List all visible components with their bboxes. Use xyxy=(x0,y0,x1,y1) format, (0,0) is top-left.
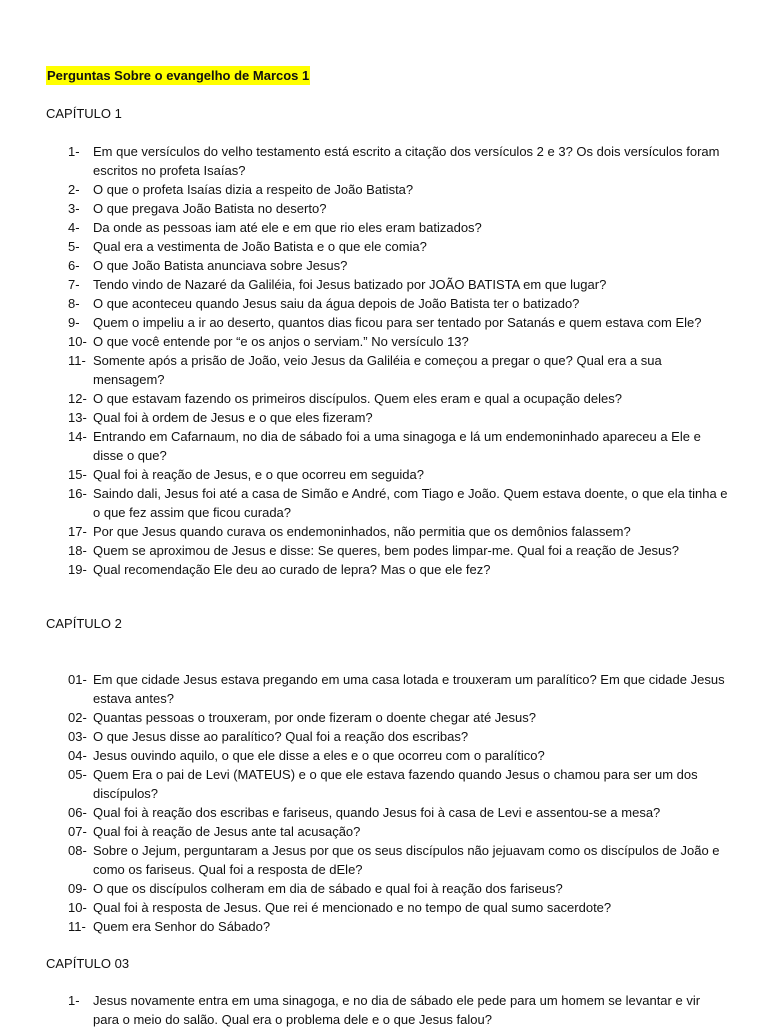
question-text: Qual foi à reação de Jesus, e o que ocorreu em seguida? xyxy=(93,467,424,482)
question-item xyxy=(68,822,728,841)
question-item xyxy=(68,670,728,708)
question-text: O que João Batista anunciava sobre Jesus? xyxy=(93,258,348,273)
question-number: 9- xyxy=(68,315,80,330)
question-item xyxy=(68,218,728,237)
question-text: Em que cidade Jesus estava pregando em uma casa lotada e trouxeram um paralítico? Em que cidade Jesus estava antes? xyxy=(93,672,725,706)
question-item xyxy=(68,991,728,1029)
question-item xyxy=(68,879,728,898)
question-number: 04- xyxy=(68,748,87,763)
question-number: 1- xyxy=(68,144,80,159)
question-item xyxy=(68,408,728,427)
question-item xyxy=(68,465,728,484)
question-text: Quem era Senhor do Sábado? xyxy=(93,919,271,934)
question-text: Sobre o Jejum, perguntaram a Jesus por que os seus discípulos não jejuavam como os discípulos de João e como os fariseus. Qual foi a resposta de dEle? xyxy=(93,843,720,877)
question-item xyxy=(68,313,728,332)
question-text: O que Jesus disse ao paralítico? Qual foi a reação dos escribas? xyxy=(93,729,469,744)
question-text: O que o profeta Isaías dizia a respeito de João Batista? xyxy=(93,182,414,197)
question-number: 2- xyxy=(68,182,80,197)
question-number: 09- xyxy=(68,881,87,896)
question-text: Quem Era o pai de Levi (MATEUS) e o que ele estava fazendo quando Jesus o chamou para ser um dos discípulos? xyxy=(93,767,698,801)
question-item xyxy=(68,180,728,199)
chapter-1-question-list xyxy=(68,142,728,579)
question-text: Entrando em Cafarnaum, no dia de sábado foi a uma sinagoga e lá um endemoninhado apareceu a Ele e disse o que? xyxy=(93,429,701,463)
question-text: Jesus ouvindo aquilo, o que ele disse a eles e o que ocorreu com o paralítico? xyxy=(93,748,545,763)
question-item xyxy=(68,389,728,408)
question-item xyxy=(68,484,728,522)
question-text: Quem o impeliu a ir ao deserto, quantos dias ficou para ser tentado por Satanás e quem estava com Ele? xyxy=(93,315,702,330)
chapter-heading-1: CAPÍTULO 1 xyxy=(46,106,122,121)
chapter-2-question-list xyxy=(68,670,728,936)
question-text: O que os discípulos colheram em dia de sábado e qual foi à reação dos fariseus? xyxy=(93,881,563,896)
question-item xyxy=(68,332,728,351)
question-item xyxy=(68,351,728,389)
question-item xyxy=(68,237,728,256)
question-item xyxy=(68,522,728,541)
question-number: 3- xyxy=(68,201,80,216)
question-item xyxy=(68,541,728,560)
question-item xyxy=(68,560,728,579)
question-item xyxy=(68,199,728,218)
question-number: 07- xyxy=(68,824,87,839)
question-item xyxy=(68,841,728,879)
question-text: O que aconteceu quando Jesus saiu da água depois de João Batista ter o batizado? xyxy=(93,296,580,311)
question-item xyxy=(68,727,728,746)
question-number: 06- xyxy=(68,805,87,820)
question-number: 7- xyxy=(68,277,80,292)
question-item xyxy=(68,294,728,313)
question-text: Em que versículos do velho testamento está escrito a citação dos versículos 2 e 3? Os dois versículos foram escritos no profeta Isaías? xyxy=(93,144,720,178)
question-number: 11- xyxy=(68,353,86,368)
question-item xyxy=(68,256,728,275)
question-item xyxy=(68,708,728,727)
question-text: Tendo vindo de Nazaré da Galiléia, foi Jesus batizado por JOÃO BATISTA em que lugar? xyxy=(93,277,607,292)
question-number: 13- xyxy=(68,410,87,425)
question-text: Qual foi à ordem de Jesus e o que eles fizeram? xyxy=(93,410,373,425)
question-number: 18- xyxy=(68,543,87,558)
question-item xyxy=(68,746,728,765)
question-text: Da onde as pessoas iam até ele e em que rio eles eram batizados? xyxy=(93,220,482,235)
question-text: Qual recomendação Ele deu ao curado de lepra? Mas o que ele fez? xyxy=(93,562,491,577)
question-item xyxy=(68,427,728,465)
question-text: O que pregava João Batista no deserto? xyxy=(93,201,327,216)
question-number: 5- xyxy=(68,239,80,254)
question-text: Quem se aproximou de Jesus e disse: Se queres, bem podes limpar-me. Qual foi a reação de Jesus? xyxy=(93,543,680,558)
question-text: O que você entende por “e os anjos o serviam.” No versículo 13? xyxy=(93,334,469,349)
question-number: 8- xyxy=(68,296,80,311)
question-number: 12- xyxy=(68,391,87,406)
question-item xyxy=(68,803,728,822)
question-number: 02- xyxy=(68,710,87,725)
question-number: 15- xyxy=(68,467,87,482)
question-number: 03- xyxy=(68,729,87,744)
question-number: 16- xyxy=(68,486,87,501)
question-item xyxy=(68,142,728,180)
question-number: 01- xyxy=(68,672,87,687)
document-title: Perguntas Sobre o evangelho de Marcos 1 xyxy=(47,68,310,83)
question-number: 10- xyxy=(68,334,87,349)
question-number: 10- xyxy=(68,900,87,915)
question-item xyxy=(68,898,728,917)
question-text: Por que Jesus quando curava os endemoninhados, não permitia que os demônios falassem? xyxy=(93,524,631,539)
question-number: 14- xyxy=(68,429,87,444)
question-number: 11- xyxy=(68,919,86,934)
question-text: Qual foi à reação dos escribas e fariseus, quando Jesus foi à casa de Levi e assentou-se a mesa? xyxy=(93,805,661,820)
question-item xyxy=(68,275,728,294)
question-number: 08- xyxy=(68,843,87,858)
question-number: 4- xyxy=(68,220,80,235)
question-item xyxy=(68,917,728,936)
question-text: Somente após a prisão de João, veio Jesus da Galiléia e começou a pregar o que? Qual era a sua mensagem? xyxy=(93,353,662,387)
question-text: Qual era a vestimenta de João Batista e o que ele comia? xyxy=(93,239,427,254)
chapter-heading-2: CAPÍTULO 2 xyxy=(46,616,122,631)
question-text: Quantas pessoas o trouxeram, por onde fizeram o doente chegar até Jesus? xyxy=(93,710,536,725)
question-number: 05- xyxy=(68,767,87,782)
question-text: O que estavam fazendo os primeiros discípulos. Quem eles eram e qual a ocupação deles? xyxy=(93,391,622,406)
question-number: 19- xyxy=(68,562,87,577)
question-item xyxy=(68,765,728,803)
question-text: Qual foi à resposta de Jesus. Que rei é mencionado e no tempo de qual sumo sacerdote? xyxy=(93,900,612,915)
chapter-3-question-list xyxy=(68,991,728,1029)
question-text: Jesus novamente entra em uma sinagoga, e no dia de sábado ele pede para um homem se levantar e vir para o meio do salão. Qual era o problema dele e o que Jesus falou? xyxy=(93,993,701,1027)
question-number: 1- xyxy=(68,993,80,1008)
question-text: Saindo dali, Jesus foi até a casa de Simão e André, com Tiago e João. Quem estava doente, o que ela tinha e o que fez assim que ficou curada? xyxy=(93,486,728,520)
chapter-heading-3: CAPÍTULO 03 xyxy=(46,956,130,971)
question-text: Qual foi à reação de Jesus ante tal acusação? xyxy=(93,824,361,839)
question-number: 17- xyxy=(68,524,87,539)
question-number: 6- xyxy=(68,258,80,273)
